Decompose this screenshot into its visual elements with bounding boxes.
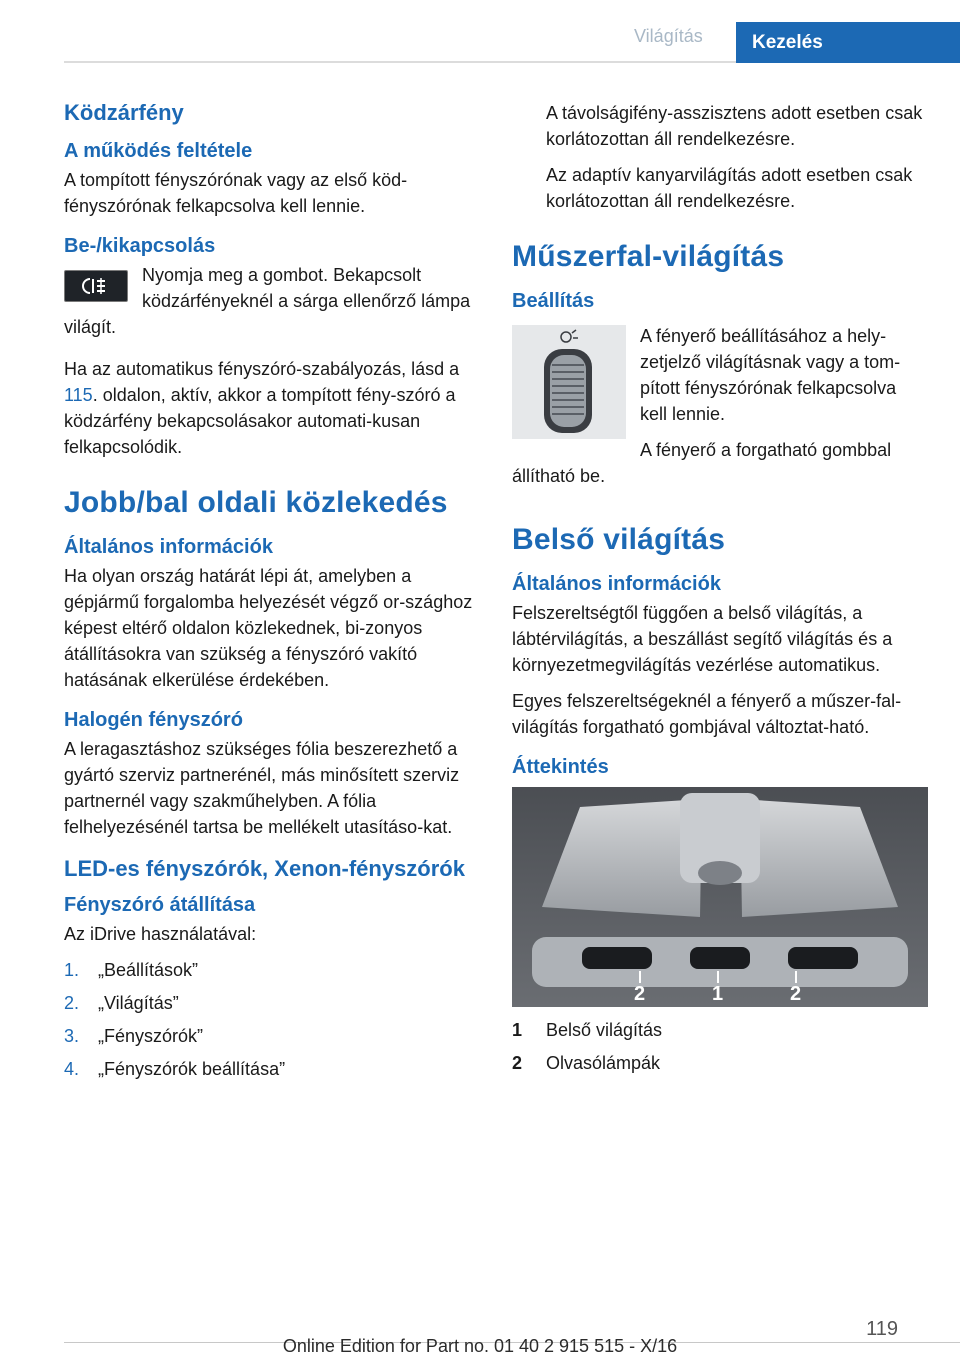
interior-general-title: Általános információk bbox=[512, 573, 721, 595]
list-item: 4. „Fényszórók beállítása” bbox=[64, 1059, 286, 1079]
interior-title: Belső világítás bbox=[512, 523, 726, 556]
interior-general-text-2: Egyes felszereltségeknél a fényerő a műszer-fal-világítás forgatható gombjával változtat-ható. bbox=[512, 691, 902, 737]
adjust-title: Fényszóró átállítása bbox=[64, 894, 256, 916]
steps-list bbox=[64, 957, 484, 1082]
switch-block bbox=[64, 262, 484, 340]
header-chapter-tab[interactable]: Kezelés bbox=[736, 22, 960, 63]
page-link[interactable]: 115 bbox=[64, 385, 93, 405]
rear-fog-button-icon bbox=[64, 270, 128, 302]
adjust-text: Az iDrive használatával: bbox=[64, 924, 257, 944]
condition-title: A működés feltétele bbox=[64, 140, 253, 162]
page-number: 119 bbox=[866, 1318, 898, 1340]
callout-label: 1 bbox=[712, 983, 724, 1005]
intro-text-2: Az adaptív kanyarvilágítás adott esetben csak korlátozottan áll rendelkezésre. bbox=[546, 165, 913, 211]
auto-text-part2: . oldalon, aktív, akkor a tompított fény-szóró a ködzárfény bekapcsolásakor automati-kusan felkapcsolódik. bbox=[64, 385, 456, 457]
setting-text-1: A fényerő beállításához a hely-zetjelző világításnak vagy a tom-pított fényszórónak felkapcsolva kell lennie. bbox=[640, 326, 901, 424]
right-column bbox=[512, 100, 928, 1083]
list-item: 1. „Beállítások” bbox=[64, 960, 199, 980]
list-item: 2. „Világítás” bbox=[64, 993, 179, 1013]
setting-text-2: A fényerő a forgatható gombbal állítható be. bbox=[512, 440, 892, 486]
auto-text-part1: Ha az automatikus fényszóró-szabályozás, lásd a bbox=[64, 359, 460, 379]
overview-title: Áttekintés bbox=[512, 756, 609, 778]
legend-row: 1 Belső világítás bbox=[512, 1020, 663, 1040]
halogen-text: A leragasztáshoz szükséges fólia beszerezhető a gyártó szerviz partnerénél, más minősített szerviz partnernél vagy szakműhelyben. A fólia felhelyezésénél tartsa be mellékelt utasításo-kat. bbox=[64, 739, 460, 837]
left-column bbox=[64, 100, 484, 1089]
general-title: Általános információk bbox=[64, 536, 273, 558]
condition-text: A tompított fényszórónak vagy az első köd-fényszórónak felkapcsolva kell lennie. bbox=[64, 170, 408, 216]
setting-title: Beállítás bbox=[512, 290, 595, 312]
switch-text: Nyomja meg a gombot. Bekapcsolt ködzárfényeknél a sárga ellenőrző lámpa világít. bbox=[64, 265, 471, 337]
switch-title: Be-/kikapcsolás bbox=[64, 235, 216, 257]
list-item: 3. „Fényszórók” bbox=[64, 1026, 204, 1046]
edition-footer: Online Edition for Part no. 01 40 2 915 515 - X/16 bbox=[282, 1336, 678, 1356]
overhead-console-image bbox=[512, 787, 928, 1007]
halogen-title: Halogén fényszóró bbox=[64, 709, 243, 731]
intro-text-1: A távolságifény-asszisztens adott esetben csak korlátozottan áll rendelkezésre. bbox=[546, 103, 923, 149]
header-section-tab[interactable]: Világítás bbox=[634, 26, 703, 46]
traffic-title: Jobb/bal oldali közlekedés bbox=[64, 486, 448, 519]
auto-headlight-text bbox=[64, 356, 484, 460]
legend bbox=[512, 1017, 928, 1076]
setting-block bbox=[512, 323, 928, 489]
general-text: Ha olyan ország határát lépi át, amelyben a gépjármű forgalomba helyezését végző or-szághoz képest eltérő oldalon közlekednek, bi-zonyos átállításokra van szükség a fényszóró vakító hatásának elkerülése érdekében. bbox=[64, 566, 473, 690]
fog-title: Ködzárfény bbox=[64, 100, 184, 125]
interior-general-text-1: Felszereltségtől függően a belső világítás, a lábtérvilágítás, a beszállást segítő világítás és a környezetmegvilágítás vezérlése automatikus. bbox=[512, 603, 893, 675]
callout-label: 2 bbox=[634, 983, 646, 1005]
dimmer-wheel-icon bbox=[512, 325, 626, 439]
legend-row: 2 Olvasólámpák bbox=[512, 1053, 661, 1073]
instrument-title: Műszerfal-világítás bbox=[512, 240, 785, 273]
callout-label: 2 bbox=[790, 983, 802, 1005]
led-title: LED-es fényszórók, Xenon-fényszórók bbox=[64, 856, 465, 881]
